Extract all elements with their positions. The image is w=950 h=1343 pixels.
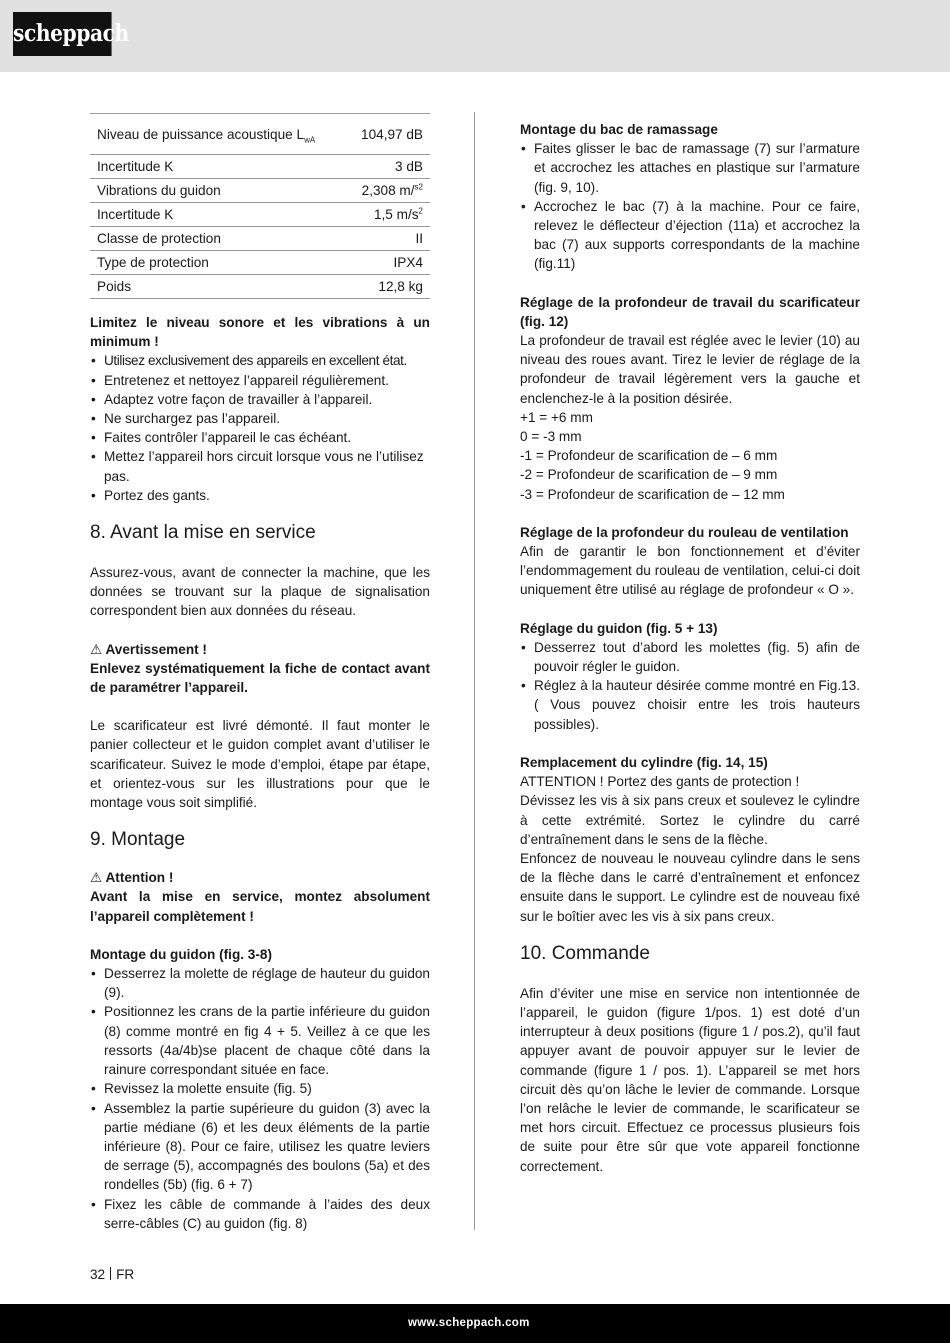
list-item: • Desserrez tout d’abord les molettes (fig. 5) afin de pouvoir régler le guidon. — [521, 639, 860, 675]
list-item: • Desserrez la molette de réglage de hauteur du guidon (9). — [91, 966, 430, 1001]
profondeur-heading: Réglage de la profondeur de travail du scarificateur (fig. 12) — [520, 294, 860, 329]
profondeur-line: -2 = Profondeur de scarification de – 9 mm — [520, 467, 778, 483]
table-row — [90, 114, 430, 155]
section-9-title: 9. Montage — [90, 829, 186, 851]
separator — [110, 1267, 111, 1280]
guidon-heading: Montage du guidon (fig. 3-8) — [90, 946, 272, 962]
bac-list — [520, 139, 860, 273]
limit-heading: Limitez le niveau sonore et les vibrations à un minimum ! — [90, 315, 430, 350]
left-column — [90, 112, 430, 1233]
section-8-paragraph-2: Le scarificateur est livré démonté. Il faut monter le panier collecteur et le guidon complet avant d’utiliser le scarificateur. Suivez le mode d’emploi, étape par étape, et orientez-vous sur les illustrations pour que le montage vous soit simplifié. — [90, 718, 430, 811]
website-link[interactable]: www.scheppach.com — [408, 1317, 530, 1329]
specs-table — [90, 113, 430, 299]
profondeur-text: La profondeur de travail est réglée avec le levier (10) au niveau des roues avant. Tirez le levier de réglage de la profondeur de travail légèrement vers la gauche et enclenchez-le à la position désirée. — [520, 333, 860, 406]
list-item: • Revissez la molette ensuite (fig. 5) — [91, 1081, 312, 1097]
profondeur-line: 0 = -3 mm — [520, 429, 582, 445]
list-item: • Entretenez et nettoyez l’appareil régulièrement. — [91, 372, 389, 388]
spec-value: II — [346, 227, 430, 251]
limit-list — [90, 351, 430, 505]
spec-value: 104,97 dB — [346, 114, 430, 155]
table-row — [90, 155, 430, 179]
spec-value: IPX4 — [346, 251, 430, 275]
list-item: • Fixez les câble de commande à l’aides des deux serre-câbles (C) au guidon (fig. 8) — [91, 1196, 430, 1231]
guidon-list — [90, 964, 430, 1233]
spec-label: Incertitude K — [90, 203, 346, 227]
section-10-text: Afin d’éviter une mise en service non intentionnée de l’appareil, le guidon (figure 1/pos. 1) est doté d’un interrupteur à deux positions (figure 1 / pos.2), qu’il faut appuyer avant de pouvoir appuyer sur le levier de commande (figure 1 / pos. 1). L’appareil se met hors circuit dès qu’on lâche le levier de commande. Lorsque l’on relâche le levier de commande, le scarificateur se met hors circuit. Effectuez ce processus plusieurs fois de suite pour être sûr que vote appareil fonctionne correctement. — [520, 985, 860, 1174]
cylindre-text-2: Enfoncez de nouveau le nouveau cylindre dans le sens de la flèche dans le carré d’entraînement et enfoncez ensuite dans le support. Le cylindre est de nouveau fixé sur le boîtier avec les vis à six pans creux. — [520, 850, 860, 924]
table-row — [90, 275, 430, 299]
cylindre-heading: Remplacement du cylindre (fig. 14, 15) — [520, 754, 768, 770]
profondeur-line: -1 = Profondeur de scarification de – 6 mm — [520, 448, 778, 464]
warning-title: ⚠ Avertissement ! — [90, 641, 207, 657]
rouleau-text: Afin de garantir le bon fonctionnement et d’éviter l’endommagement du rouleau de ventilation, celui-ci doit uniquement être utilisé au réglage de profondeur « O ». — [520, 544, 860, 598]
spec-label: Vibrations du guidon — [90, 179, 346, 203]
list-item: • Réglez à la hauteur désirée comme montré en Fig.13. ( Vous pouvez choisir entre les trois hauteurs possibles). — [521, 678, 860, 732]
warning-text: Enlevez systématiquement la fiche de contact avant de paramétrer l’appareil. — [90, 660, 430, 696]
spec-label: Incertitude K — [90, 155, 346, 179]
list-item: • Mettez l’appareil hors circuit lorsque vous ne l’utilisez pas. — [91, 449, 424, 484]
table-row — [90, 227, 430, 251]
spec-label: Classe de protection — [90, 227, 346, 251]
table-row — [90, 203, 430, 227]
section-8-title: 8. Avant la mise en service — [90, 522, 316, 544]
list-item: • Utilisez exclusivement des appareils en excellent état. — [91, 353, 407, 369]
spec-label: Type de protection — [90, 251, 346, 275]
list-item: • Accrochez le bac (7) à la machine. Pour ce faire, relevez le déflecteur d’éjection (11a) et accrochez la bac (7) aux supports correspondants de la machine (fig.11) — [521, 198, 860, 272]
rouleau-heading: Réglage de la profondeur du rouleau de ventilation — [520, 524, 849, 540]
list-item: • Positionnez les crans de la partie inférieure du guidon (8) comme montré en fig 4 + 5. Veillez à ce que les ressorts (4a/4b)se placent de chaque côté dans la rainure correspondant située en face. — [91, 1004, 430, 1078]
page-number: 32 FR — [90, 1267, 135, 1282]
bac-heading: Montage du bac de ramassage — [520, 122, 718, 137]
spec-label: Poids — [90, 275, 346, 299]
cylindre-text: Dévissez les vis à six pans creux et soulevez le cylindre à cette extrémité. Sortez le cylindre du carré d’entraînement dans le sens de la flèche. — [520, 793, 860, 847]
list-item: • Assemblez la partie supérieure du guidon (3) avec la partie médiane (6) et les deux éléments de la partie inférieure (8). Pour ce faire, utilisez les quatre leviers de serrage (5), accompagnés des boulons (5a) et des rondelles (5b) (fig. 6 + 7) — [91, 1100, 430, 1193]
scheppach-logo: scheppach — [13, 12, 112, 56]
spec-value: 1,5 $m/s^2$ — [346, 203, 430, 227]
page-header — [0, 0, 950, 72]
spec-value: 3 dB — [346, 155, 430, 179]
cylindre-attention: ATTENTION ! Portez des gants de protection ! — [520, 774, 800, 790]
spec-value: 12,8 kg — [346, 275, 430, 299]
warning-triangle-icon: ⚠ — [90, 641, 103, 657]
list-item: • Adaptez votre façon de travailler à l’appareil. — [91, 391, 373, 407]
list-item: • Faites contrôler l’appareil le cas échéant. — [91, 430, 352, 446]
profondeur-line: +1 = +6 mm — [520, 409, 593, 425]
attention-title: ⚠ Attention ! — [90, 870, 174, 886]
table-row — [90, 179, 430, 203]
spec-value: 2,308 m/$^{s2}$ — [346, 179, 430, 203]
warning-triangle-icon: ⚠ — [90, 870, 103, 886]
right-column — [520, 120, 860, 1176]
section-8-paragraph: Assurez-vous, avant de connecter la machine, que les données se trouvant sur la plaque de signalisation correspondent bien aux données du réseau. — [90, 565, 430, 619]
reglage-guidon-list — [520, 638, 860, 734]
language-code: FR — [116, 1267, 135, 1282]
table-row — [90, 251, 430, 275]
profondeur-line: -3 = Profondeur de scarification de – 12 mm — [520, 486, 785, 502]
spec-label: Niveau de puissance acoustique $L_{wA}$ — [90, 114, 346, 155]
attention-text: Avant la mise en service, montez absolument l’appareil complètement ! — [90, 889, 430, 924]
list-item: • Ne surchargez pas l’appareil. — [91, 411, 281, 427]
page-footer — [0, 1304, 950, 1343]
list-item: • Faites glisser le bac de ramassage (7) sur l’armature et accrochez les attaches en plastique sur l’armature (fig. 9, 10). — [521, 141, 860, 195]
reglage-guidon-heading: Réglage du guidon (fig. 5 + 13) — [520, 620, 718, 636]
list-item: • Portez des gants. — [91, 487, 210, 503]
column-divider — [474, 112, 475, 1230]
section-10-title: 10. Commande — [520, 942, 650, 964]
